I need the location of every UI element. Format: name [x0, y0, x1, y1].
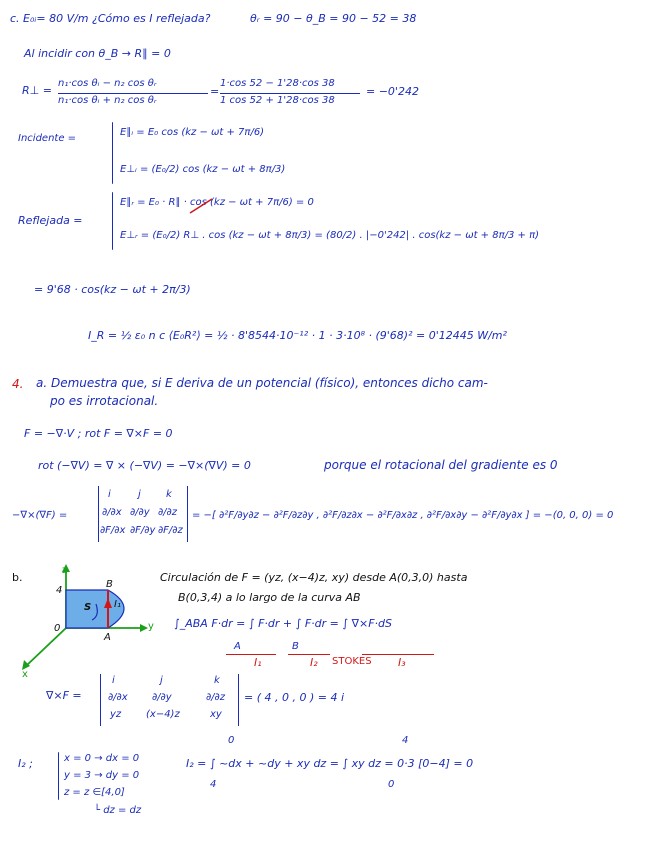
reflected-label: Reflejada =: [18, 214, 83, 227]
diagram-i1-label: I₁: [114, 599, 121, 610]
stokes-label: STOKES: [332, 656, 372, 667]
surface-s-label: S: [84, 602, 92, 613]
det-dy: ∂/∂y: [130, 507, 150, 518]
tick-4-label: 4: [56, 585, 63, 596]
point-a-label: A: [104, 632, 111, 643]
i2-label: I₂: [310, 656, 318, 669]
det-dx: ∂/∂x: [102, 507, 122, 518]
i2-limit-top-1: 0: [228, 735, 235, 746]
det-i: i: [108, 489, 111, 500]
theta-r-equation: θᵣ = 90 − θ_B = 90 − 52 = 38: [250, 12, 417, 25]
rperp-value: = −0'242: [366, 85, 419, 98]
det-dz: ∂/∂z: [158, 507, 177, 518]
incident-label: Incidente =: [18, 133, 77, 144]
part-b-statement-2: B(0,3,4) a lo largo de la curva AB: [178, 591, 361, 604]
i2-underline: [288, 654, 330, 655]
curl-det-f2: (x−4)z: [146, 709, 180, 720]
curl-f-result: = ( 4 , 0 , 0 ) = 4 i: [244, 691, 345, 704]
curl-det-i: i: [112, 675, 115, 686]
part-a-statement-1: a. Demuestra que, si E deriva de un potencial (físico), entonces dicho cam-: [36, 376, 488, 390]
rperp-denominator: n₁·cos θᵢ + n₂ cos θᵣ: [58, 95, 157, 106]
i2-cond-x: x = 0 → dx = 0: [64, 753, 140, 764]
curl-gradient-reason: porque el rotacional del gradiente es 0: [324, 458, 558, 472]
det-k: k: [166, 489, 172, 500]
i3-label: I₃: [398, 656, 406, 669]
point-b-label: B: [106, 579, 113, 590]
curl-det-dx: ∂/∂x: [108, 692, 128, 703]
i2-cond-z: z = z ∈[4,0]: [64, 787, 125, 798]
i2-dz: └ dz = dz: [94, 805, 142, 816]
det-j: j: [138, 489, 141, 500]
circulation-integral: ∫_ABA F·dr = ∫ F·dr + ∫ F·dr = ∫ ∇×F·dS: [174, 617, 392, 630]
part-a-statement-2: po es irrotacional.: [50, 394, 159, 408]
rperp-denominator-values: 1 cos 52 + 1'28·cos 38: [220, 95, 335, 106]
i2-brace: [58, 752, 59, 800]
i2-limit-bottom-1: 4: [210, 779, 217, 790]
reflected-result: = 9'68 · cos(kz − ωt + 2π/3): [34, 283, 191, 296]
i3-underline: [362, 654, 434, 655]
curl-det-left-bar: [100, 674, 101, 726]
brewster-condition: Al incidir con θ_B → R∥ = 0: [24, 47, 171, 60]
i2-cond-y: y = 3 → dy = 0: [64, 770, 140, 781]
curl-det-f3: xy: [210, 709, 222, 720]
integral-sub-a: A: [234, 641, 241, 652]
curl-det-j: j: [160, 675, 163, 686]
origin-label: 0: [54, 623, 61, 634]
curl-gradient-line: rot (−∇V) = ∇ × (−∇V) = −∇×(∇V) = 0: [38, 459, 251, 472]
axis-x-label: x: [22, 669, 28, 680]
rperp-lhs: R⊥ =: [22, 84, 52, 97]
rperp-numerator: n₁·cos θᵢ − n₂ cos θᵣ: [58, 78, 157, 89]
part-b-label: b.: [12, 571, 23, 584]
i2-limit-bottom-2: 0: [388, 779, 395, 790]
curl-det-k: k: [214, 675, 220, 686]
axis-z-label: z: [62, 565, 68, 576]
curl-lhs: −∇×(∇F) =: [12, 510, 68, 521]
curl-f-lhs: ∇×F =: [46, 689, 82, 702]
i2-equation: I₂ = ∫ ~dx + ~dy + xy dz = ∫ xy dz = 0·3 [0−4] = 0: [186, 757, 474, 770]
problem-number: 4.: [12, 377, 24, 391]
det-dfy: ∂F/∂y: [130, 525, 156, 536]
i1-label: I₁: [254, 656, 262, 669]
i1-underline: [226, 654, 276, 655]
incident-parallel: E∥ᵢ = E₀ cos (kz − ωt + 7π/6): [120, 127, 265, 138]
axis-y-label: y: [148, 621, 154, 632]
gradient-line: F = −∇·V ; rot F = ∇×F = 0: [24, 427, 173, 440]
curl-det-f1: yz: [110, 709, 122, 720]
part-b-statement-1: Circulación de F = (yz, (x−4)z, xy) desde A(0,3,0) hasta: [160, 571, 468, 584]
reflected-intensity: I_R = ½ ε₀ n c ⟨E₀R²⟩ = ½ · 8'8544·10⁻¹² · 1 · 3·10⁸ · (9'68)² = 0'12445 W/m²: [88, 329, 507, 342]
integral-sub-b: B: [292, 641, 299, 652]
reflected-perpendicular: E⊥ᵣ = (E₀/2) R⊥ . cos (kz − ωt + 8π/3) = (80/2) . |−0'242| . cos(kz − ωt + 8π/3 + π): [120, 230, 540, 241]
y-axis-arrow: [140, 624, 148, 632]
curl-det-dy: ∂/∂y: [152, 692, 172, 703]
det-dfx: ∂F/∂x: [100, 525, 126, 536]
rperp-equals: =: [210, 85, 220, 98]
i2-heading: I₂ ;: [18, 757, 33, 770]
curl-det-right-bar: [238, 674, 239, 726]
reflected-parallel: E∥ᵣ = E₀ · R∥ · cos (kz − ωt + 7π/6) = 0: [120, 197, 314, 208]
incident-perpendicular: E⊥ᵢ = (E₀/2) cos (kz − ωt + 8π/3): [120, 164, 286, 175]
curl-rhs: = −[ ∂²F/∂y∂z − ∂²F/∂z∂y , ∂²F/∂z∂x − ∂²F/∂x∂z , ∂²F/∂x∂y − ∂²F/∂y∂x ] = −(0, 0, 0) = 0: [192, 510, 614, 521]
curl-det-dz: ∂/∂z: [206, 692, 225, 703]
i2-limit-top-2: 4: [402, 735, 409, 746]
rperp-numerator-values: 1·cos 52 − 1'28·cos 38: [220, 78, 335, 89]
part-c-header: c. E₀ᵢ= 80 V/m ¿Cómo es I reflejada?: [10, 12, 211, 25]
det-dfz: ∂F/∂z: [158, 525, 183, 536]
